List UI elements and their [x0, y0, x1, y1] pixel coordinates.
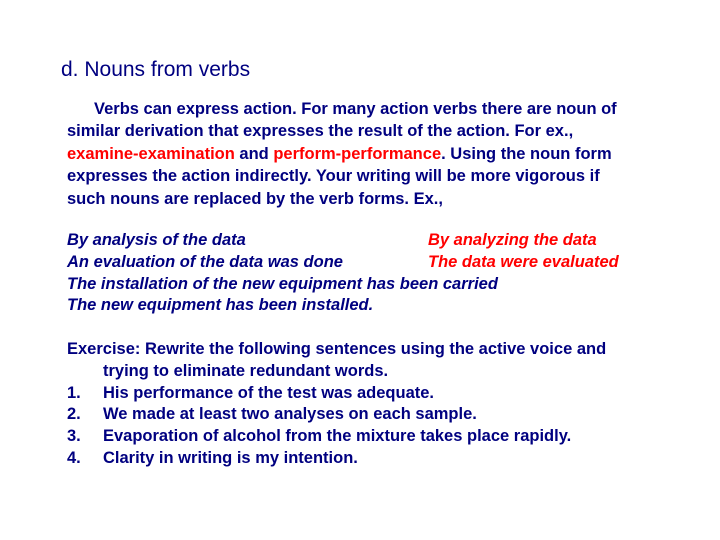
highlight-examine: examine-examination	[67, 144, 235, 163]
example-noun-form: An evaluation of the data was done	[67, 252, 343, 271]
item-text: Clarity in writing is my intention.	[103, 448, 358, 467]
exercise-item	[67, 448, 606, 470]
paragraph-line: expresses the action indirectly. Your writing will be more vigorous if	[67, 167, 600, 186]
example-row	[67, 274, 498, 296]
example-verb-form: The new equipment has been installed.	[67, 296, 374, 315]
item-number: 3.	[67, 427, 81, 446]
item-number: 2.	[67, 405, 81, 424]
item-text: His performance of the test was adequate.	[103, 383, 435, 402]
item-text: We made at least two analyses on each sample.	[103, 405, 477, 424]
highlight-perform: perform-performance	[273, 144, 442, 163]
exercise-item	[67, 404, 606, 426]
paragraph-line: similar derivation that expresses the result of the action. For ex.,	[67, 122, 574, 141]
example-noun-form: The installation of the new equipment has been carried	[67, 274, 498, 293]
example-row	[67, 252, 619, 274]
paragraph-fragment: and	[234, 144, 274, 163]
intro-paragraph	[67, 98, 677, 210]
example-verb-form: The data were evaluated	[428, 252, 619, 271]
item-text: Evaporation of alcohol from the mixture takes place rapidly.	[103, 427, 572, 446]
paragraph-line: such nouns are replaced by the verb forms. Ex.,	[67, 189, 443, 208]
example-noun-form: By analysis of the data	[67, 231, 246, 249]
example-verb-form: By analyzing the data	[428, 231, 597, 249]
item-number: 1.	[67, 383, 81, 402]
exercise-item	[67, 383, 606, 405]
exercise-instruction-cont: trying to eliminate redundant words.	[103, 361, 389, 380]
example-row	[67, 295, 498, 317]
paragraph-fragment: . Using the noun form	[441, 144, 612, 163]
exercise-instruction: Exercise: Rewrite the following sentences using the active voice and	[67, 340, 607, 358]
examples-block	[67, 230, 619, 317]
paragraph-line	[67, 143, 677, 165]
exercise-item	[67, 426, 606, 448]
page-title: d. Nouns from verbs	[61, 58, 251, 81]
exercise-block	[67, 339, 606, 470]
item-number: 4.	[67, 448, 81, 467]
paragraph-line: Verbs can express action. For many action verbs there are noun of	[94, 100, 617, 118]
example-row	[67, 230, 597, 252]
